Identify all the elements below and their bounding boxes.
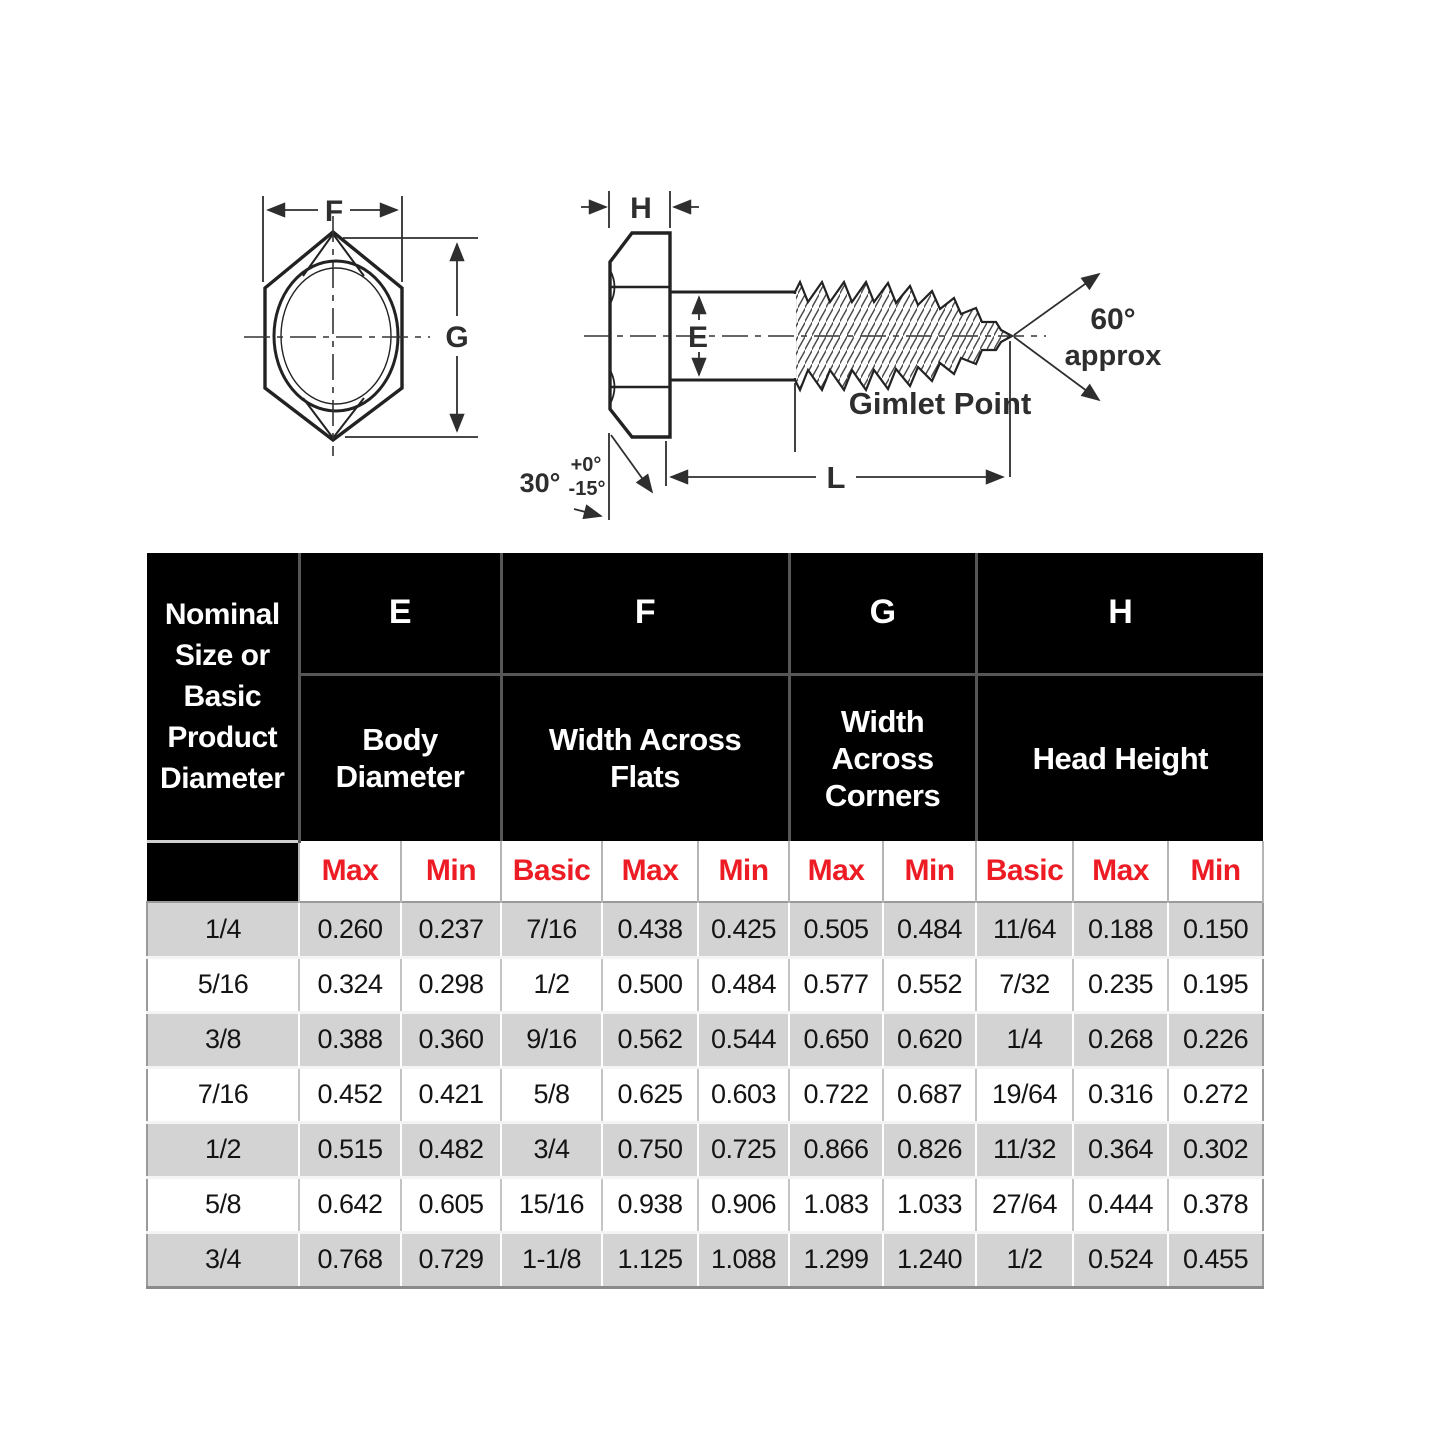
table-cell: 0.544 [698,1012,789,1067]
table-cell: 0.302 [1168,1122,1263,1177]
table-cell: 0.188 [1073,902,1168,957]
size-cell: 3/4 [147,1232,299,1287]
table-cell: 0.364 [1073,1122,1168,1177]
table-cell: 1.299 [789,1232,883,1287]
table-cell: 1.240 [883,1232,976,1287]
table-cell: 0.316 [1073,1067,1168,1122]
table-cell: 0.195 [1168,957,1263,1012]
head-chamfer-angle: 30° [519,468,561,498]
table-cell: 0.484 [698,957,789,1012]
table-cell: 1.083 [789,1177,883,1232]
l-dimension-label: L [826,460,846,495]
group-letter-E: E [299,553,501,674]
head-circle-inner [281,268,391,404]
table-cell: 0.687 [883,1067,976,1122]
table-cell: 0.360 [401,1012,501,1067]
table-cell: 0.226 [1168,1012,1263,1067]
table-cell: 0.826 [883,1122,976,1177]
table-cell: 0.552 [883,957,976,1012]
table-cell: 7/16 [501,902,602,957]
table-cell: 1/2 [501,957,602,1012]
size-cell: 7/16 [147,1067,299,1122]
table-cell: 0.421 [401,1067,501,1122]
table-cell: 0.482 [401,1122,501,1177]
hex-head-front-view [244,195,478,456]
table-row [147,957,1263,1012]
table-cell: 0.625 [602,1067,698,1122]
head-chamfer-callout [574,433,652,520]
table-cell: 0.388 [299,1012,401,1067]
corner-header-cell: Nominal Size or Basic Product Diameter [147,553,299,841]
table-cell: 1.125 [602,1232,698,1287]
point-angle-value: 60° [1090,303,1136,336]
group-name-body-diameter: Body Diameter [299,674,501,841]
table-row [147,902,1263,957]
table-cell: 0.260 [299,902,401,957]
table-cell: 0.378 [1168,1177,1263,1232]
table-cell: 0.515 [299,1122,401,1177]
table-cell: 0.500 [602,957,698,1012]
group-name-width-across-corners: Width Across Corners [789,674,976,841]
table-cell: 0.505 [789,902,883,957]
sub-header-cell: Min [401,841,501,902]
table-cell: 3/4 [501,1122,602,1177]
point-angle-callout [1014,274,1099,400]
table-cell: 1/2 [976,1232,1073,1287]
sub-header-spacer-cell [147,841,299,902]
table-cell: 0.455 [1168,1232,1263,1287]
group-letter-F: F [501,553,789,674]
sub-header-cell: Min [883,841,976,902]
group-name-row [147,674,1263,841]
table-row [147,1012,1263,1067]
gimlet-point-label: Gimlet Point [848,386,1032,421]
table-row [147,1232,1263,1287]
lag-screw-dimension-table [146,553,1264,1289]
h-dimension-label: H [630,192,652,225]
table-cell: 11/64 [976,902,1073,957]
hex-head-side-profile [610,233,670,437]
f-dimension-label: F [324,195,344,228]
table-row [147,1122,1263,1177]
table-row [147,1067,1263,1122]
table-cell: 0.768 [299,1232,401,1287]
table-cell: 0.484 [883,902,976,957]
table-cell: 0.906 [698,1177,789,1232]
sub-header-cell: Min [1168,841,1263,902]
sub-header-cell: Max [1073,841,1168,902]
table-cell: 1.088 [698,1232,789,1287]
table-cell: 0.605 [401,1177,501,1232]
table-cell: 7/32 [976,957,1073,1012]
table-cell: 0.452 [299,1067,401,1122]
table-cell: 0.603 [698,1067,789,1122]
table-cell: 0.620 [883,1012,976,1067]
table-cell: 0.324 [299,957,401,1012]
size-cell: 5/8 [147,1177,299,1232]
sub-header-cell: Basic [976,841,1073,902]
table-cell: 0.150 [1168,902,1263,957]
table-cell: 0.725 [698,1122,789,1177]
table-cell: 0.272 [1168,1067,1263,1122]
table-cell: 1-1/8 [501,1232,602,1287]
table-cell: 0.577 [789,957,883,1012]
table-cell: 0.866 [789,1122,883,1177]
sub-header-cell: Max [789,841,883,902]
g-dimension-label: G [445,321,469,354]
table-cell: 0.237 [401,902,501,957]
sub-header-cell: Max [602,841,698,902]
sub-header-cell: Max [299,841,401,902]
table-cell: 11/32 [976,1122,1073,1177]
table-cell: 9/16 [501,1012,602,1067]
table-cell: 0.650 [789,1012,883,1067]
table-cell: 0.729 [401,1232,501,1287]
group-name-width-across-flats: Width Across Flats [501,674,789,841]
table-cell: 0.524 [1073,1232,1168,1287]
table-cell: 0.438 [602,902,698,957]
table-cell: 0.425 [698,902,789,957]
sub-header-row [147,841,1263,902]
size-cell: 1/2 [147,1122,299,1177]
lag-screw-side-view [520,191,1162,520]
sub-header-cell: Min [698,841,789,902]
head-chamfer-tol-minus: -15° [568,478,606,500]
table-row [147,1177,1263,1232]
table-cell: 0.642 [299,1177,401,1232]
table-cell: 27/64 [976,1177,1073,1232]
table-cell: 0.235 [1073,957,1168,1012]
head-circle-outer [274,261,398,411]
table-cell: 0.722 [789,1067,883,1122]
table-cell: 5/8 [501,1067,602,1122]
table-cell: 0.562 [602,1012,698,1067]
size-cell: 5/16 [147,957,299,1012]
table-cell: 0.444 [1073,1177,1168,1232]
group-name-head-height: Head Height [976,674,1263,841]
size-cell: 3/8 [147,1012,299,1067]
e-dimension-label: E [687,321,709,354]
table-cell: 1/4 [976,1012,1073,1067]
table-cell: 0.750 [602,1122,698,1177]
table-cell: 0.298 [401,957,501,1012]
size-cell: 1/4 [147,902,299,957]
group-letter-row [147,553,1263,674]
head-chamfer-tol-plus: +0° [570,454,602,476]
table-cell: 0.938 [602,1177,698,1232]
point-angle-note: approx [1064,340,1162,372]
lag-screw-technical-drawing [230,175,1180,575]
table-cell: 19/64 [976,1067,1073,1122]
group-letter-G: G [789,553,976,674]
group-letter-H: H [976,553,1263,674]
table-cell: 1.033 [883,1177,976,1232]
table-cell: 15/16 [501,1177,602,1232]
table-cell: 0.268 [1073,1012,1168,1067]
sub-header-cell: Basic [501,841,602,902]
